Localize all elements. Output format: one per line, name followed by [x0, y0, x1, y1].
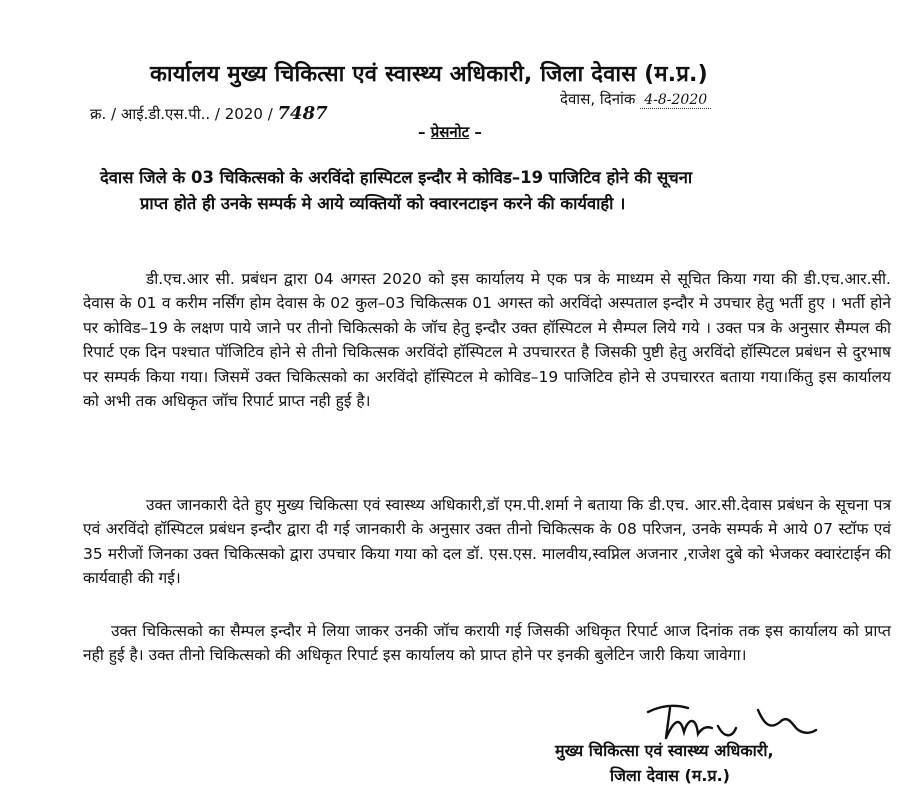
- subject: [100, 165, 845, 217]
- subject-line-1: देवास जिले के 03 चिकित्सको के अरविंदो हास्पिटल इन्दौर मे कोविड–19 पाजिटिव होने की सूचना: [100, 168, 693, 187]
- press-note-dash-right: –: [474, 123, 482, 141]
- press-note-dash-left: –: [418, 123, 426, 141]
- subject-line-2: प्राप्त होते ही उनके सम्पर्क मे आये व्यक्तियों को क्वारनटाइन करने की कार्यवाही ।: [140, 194, 626, 213]
- office-title: कार्यालय मुख्य चिकित्सा एवं स्वास्थ्य अधिकारी, जिला देवास (म.प्र.): [150, 62, 708, 87]
- reference-prefix: क्र. / आई.डी.एस.पी.. / 2020 /: [90, 105, 273, 123]
- place-date: [560, 89, 711, 109]
- signature: [640, 698, 820, 744]
- paragraph-3: उक्त चिकित्सको का सैम्पल इन्दौर मे लिया जाकर उनकी जॉच करायी गई जिसकी अधिकृत रिपार्ट आज दिनांक तक इस कार्यालय को प्राप्त नही हुई है। उक्त तीनो चिकित्सको की अधिकृत रिपार्ट इस कार्यालय को प्राप्त होने पर इनकी बुलेटिन जारी किया जावेगा।: [83, 622, 891, 665]
- place-label: देवास, दिनांक: [560, 90, 636, 108]
- designation: मुख्य चिकित्सा एवं स्वास्थ्य अधिकारी,: [555, 741, 774, 760]
- reference-handwritten-number: 7487: [277, 103, 328, 124]
- paragraph-2: उक्त जानकारी देते हुए मुख्य चिकित्सा एवं स्वास्थ्य अधिकारी,डॉ एम.पी.शर्मा ने बताया कि डी.एच. आर.सी.देवास प्रबंधन के सूचना पत्र एवं अरविंदो हॉस्पिटल प्रबंधन इन्दौर द्वारा दी गई जानकारी के अनुसार उक्त तीनो चिकित्सक के 08 परिजन, उनके सम्पर्क मे आये 07 स्टॉफ एवं 35 मरीजों जिनका उक्त चिकित्सको द्वारा उपचार किया गया को दल डॉ. एस.एस. मालवीय,स्वप्निल अजनार ,राजेश दुबे को भेजकर क्वारंटाईन की कार्यवाही की गई।: [83, 496, 891, 588]
- reference-number: [90, 103, 328, 124]
- handwritten-date: 4-8-2020: [640, 92, 711, 109]
- paragraph-1: डी.एच.आर सी. प्रबंधन द्वारा 04 अगस्त 2020 को इस कार्यालय मे एक पत्र के माध्यम से सूचित किया गया की डी.एच.आर.सी. देवास के 01 व करीम नर्सिंग होम देवास के 02 कुल–03 चिकित्सक 01 अगस्त को अरविंदो अस्पताल इन्दौर मे उपचार हेतु भर्ती हुए । भर्ती होने पर कोविड–19 के लक्षण पाये जाने पर तीनो चिकित्सको के जॉच हेतु इन्दौर उक्त हॉस्पिटल मे सैम्पल लिये गये । उक्त पत्र के अनुसार सैम्पल की रिपार्ट एक दिन पश्चात पॉजिटिव होने से तीनो चिकित्सक अरविंदो हॉस्पिटल मे उपचाररत है जिसकी पुष्टी हेतु अरविंदो हॉस्पिटल प्रबंधन से दुरभाष पर सम्पर्क किया गया। जिसमें उक्त चिकित्सको का अरविंदो हॉस्पिटल मे कोविड–19 पाजिटिव होने से उपचाररत बताया गया।किंतु इस कार्यालय को अभी तक अधिकृत जॉच रिपार्ट प्राप्त नही हुई है।: [83, 270, 891, 411]
- district: जिला देवास (म.प्र.): [610, 766, 730, 785]
- press-note-heading: [418, 122, 482, 142]
- press-note-label: प्रेसनोट: [430, 123, 470, 141]
